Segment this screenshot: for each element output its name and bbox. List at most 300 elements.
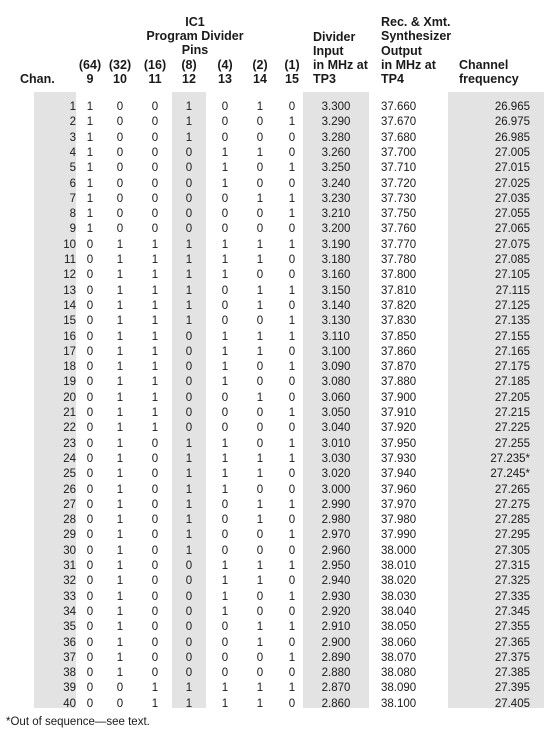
table-row	[0, 483, 550, 498]
pin15-cell: 1	[288, 162, 296, 175]
chan-cell: 32	[63, 575, 76, 588]
pin10-cell: 1	[116, 284, 124, 297]
pin13-cell: 0	[221, 529, 229, 542]
pin15-cell: 0	[288, 254, 296, 266]
pin12-cell: 1	[185, 483, 193, 496]
pin11-cell: 1	[151, 330, 159, 343]
pin10-cell: 1	[116, 544, 124, 557]
chan-cell: 5	[69, 162, 76, 175]
pin14-cell: 0	[256, 422, 264, 435]
pin10-cell: 1	[116, 498, 124, 511]
pin9-cell: 1	[86, 223, 94, 236]
table-row	[0, 620, 550, 635]
pin12-cell: 0	[185, 361, 193, 374]
freq-header-line2: frequency	[459, 72, 519, 86]
table-row	[0, 513, 550, 528]
pin10-cell: 1	[116, 407, 124, 419]
pin15-cell: 0	[288, 177, 296, 190]
pin14-cell: 0	[256, 361, 264, 374]
synth-cell: 37.830	[381, 315, 417, 328]
pin12-cell: 0	[185, 208, 193, 221]
weight-13: (4)	[217, 58, 233, 72]
synth-cell: 37.860	[381, 345, 417, 358]
pin11-cell: 1	[151, 315, 159, 328]
pin9-cell: 0	[86, 437, 94, 450]
table-header	[0, 0, 550, 96]
table-row	[0, 406, 550, 421]
pin14-cell: 0	[256, 131, 264, 144]
frequency-cell: 27.065	[494, 223, 530, 236]
chan-cell: 21	[63, 407, 76, 419]
table-row	[0, 467, 550, 482]
pin14-cell: 1	[256, 254, 264, 266]
pin-9: 9	[86, 72, 94, 86]
table-row	[0, 421, 550, 436]
chan-cell: 25	[63, 468, 76, 481]
pin15-cell: 1	[288, 437, 296, 450]
pin15-cell: 0	[288, 483, 296, 496]
frequency-cell: 27.225	[494, 422, 530, 435]
pin9-cell: 0	[86, 605, 94, 618]
pin10-cell: 1	[116, 667, 124, 680]
pin10-cell: 0	[116, 116, 124, 129]
table-row	[0, 284, 550, 299]
divider-cell: 2.960	[321, 544, 351, 557]
pin15-cell: 1	[288, 560, 296, 572]
pin14-cell: 0	[256, 529, 264, 542]
table-row	[0, 161, 550, 176]
divider-cell: 2.990	[321, 498, 351, 511]
pin11-cell: 1	[151, 361, 159, 374]
pin15-cell: 0	[288, 575, 296, 588]
pin14-cell: 1	[256, 575, 264, 588]
divider-cell: 3.300	[321, 101, 351, 113]
table-row	[0, 697, 550, 712]
synth-cell: 38.080	[381, 667, 417, 680]
pin13-cell: 1	[221, 146, 229, 159]
table-row	[0, 131, 550, 146]
frequency-cell: 27.175	[494, 361, 530, 374]
pin15-cell: 1	[288, 116, 296, 129]
pin-10: 10	[113, 72, 127, 86]
chan-cell: 4	[69, 146, 76, 159]
pin10-cell: 1	[116, 345, 124, 358]
pin9-cell: 0	[86, 299, 94, 312]
divider-cell: 3.260	[321, 146, 351, 159]
pin12-cell: 1	[185, 697, 193, 710]
pin15-cell: 0	[288, 667, 296, 680]
synth-cell: 38.020	[381, 575, 417, 588]
chan-cell: 38	[63, 667, 76, 680]
pin10-cell: 1	[116, 299, 124, 312]
pin12-cell: 1	[185, 315, 193, 328]
pin9-cell: 0	[86, 330, 94, 343]
weight-14: (2)	[252, 58, 268, 72]
chan-cell: 10	[63, 238, 76, 251]
pin11-cell: 0	[151, 621, 159, 634]
pin13-cell: 0	[221, 299, 229, 312]
pin14-cell: 1	[256, 299, 264, 312]
chan-cell: 35	[63, 621, 76, 634]
synth-cell: 37.680	[381, 131, 417, 144]
table-row	[0, 528, 550, 543]
synth-cell: 38.060	[381, 636, 417, 649]
pin12-cell: 0	[185, 146, 193, 159]
pin14-cell: 1	[256, 621, 264, 634]
frequency-cell: 27.075	[494, 238, 530, 251]
synth-cell: 37.750	[381, 208, 417, 221]
pin14-cell: 0	[256, 162, 264, 175]
frequency-cell: 27.055	[494, 208, 530, 221]
frequency-cell: 27.085	[494, 254, 530, 266]
pin10-cell: 1	[116, 483, 124, 496]
pin12-cell: 0	[185, 560, 193, 572]
divider-cell: 3.180	[321, 254, 351, 266]
frequency-cell: 27.135	[494, 315, 530, 328]
pin13-cell: 0	[221, 315, 229, 328]
chan-cell: 23	[63, 437, 76, 450]
pin12-cell: 1	[185, 468, 193, 481]
table-row	[0, 605, 550, 620]
pin11-cell: 0	[151, 192, 159, 205]
divider-cell: 3.160	[321, 269, 351, 282]
pin9-cell: 0	[86, 498, 94, 511]
pin14-cell: 1	[256, 101, 264, 113]
chan-cell: 30	[63, 544, 76, 557]
pin13-cell: 1	[221, 376, 229, 389]
pin15-cell: 0	[288, 269, 296, 282]
pin14-cell: 1	[256, 682, 264, 695]
synth-header-line3: Output	[381, 44, 422, 58]
synth-cell: 37.770	[381, 238, 417, 251]
freq-header-line1: Channel	[459, 58, 509, 72]
pin12-cell: 1	[185, 269, 193, 282]
pin-15: 15	[285, 72, 299, 86]
chan-cell: 28	[63, 514, 76, 527]
pin14-cell: 0	[256, 376, 264, 389]
synth-cell: 37.800	[381, 269, 417, 282]
pin14-cell: 1	[256, 560, 264, 572]
divider-cell: 3.060	[321, 391, 351, 404]
chan-cell: 1	[69, 101, 76, 113]
pin9-cell: 0	[86, 452, 94, 465]
pin9-cell: 0	[86, 682, 94, 695]
pin15-cell: 1	[288, 238, 296, 251]
pin12-cell: 1	[185, 284, 193, 297]
divider-cell: 2.930	[321, 590, 351, 603]
chan-cell: 6	[69, 177, 76, 190]
pin12-cell: 0	[185, 345, 193, 358]
synth-header-line1: Rec. & Xmt.	[381, 15, 451, 29]
divider-cell: 3.010	[321, 437, 351, 450]
pin12-cell: 1	[185, 254, 193, 266]
pin12-cell: 1	[185, 529, 193, 542]
chan-cell: 29	[63, 529, 76, 542]
pin14-cell: 1	[256, 192, 264, 205]
pin13-cell: 0	[221, 621, 229, 634]
pin10-cell: 0	[116, 208, 124, 221]
frequency-cell: 27.375	[494, 651, 530, 664]
table-row	[0, 207, 550, 222]
table-row	[0, 498, 550, 513]
pin9-cell: 0	[86, 391, 94, 404]
pin14-cell: 1	[256, 345, 264, 358]
pin12-cell: 1	[185, 131, 193, 144]
pin14-cell: 1	[256, 697, 264, 710]
pin-11: 11	[148, 72, 162, 86]
pin15-cell: 1	[288, 192, 296, 205]
synth-cell: 38.050	[381, 621, 417, 634]
pin10-cell: 1	[116, 254, 124, 266]
pin10-cell: 1	[116, 238, 124, 251]
chan-cell: 11	[64, 254, 76, 266]
frequency-cell: 27.035	[494, 192, 530, 205]
pin12-cell: 0	[185, 376, 193, 389]
pin13-cell: 1	[221, 468, 229, 481]
synth-cell: 38.100	[381, 697, 417, 710]
pin15-cell: 1	[288, 315, 296, 328]
pin11-cell: 0	[151, 560, 159, 572]
frequency-cell: 27.405	[494, 697, 530, 710]
divider-cell: 2.870	[321, 682, 351, 695]
divider-cell: 3.240	[321, 177, 351, 190]
pin11-cell: 1	[151, 682, 159, 695]
pin9-cell: 0	[86, 468, 94, 481]
pin10-cell: 0	[116, 131, 124, 144]
divider-cell: 2.880	[321, 667, 351, 680]
divider-header-line4: TP3	[313, 72, 336, 86]
pin9-cell: 1	[86, 101, 94, 113]
pin15-cell: 0	[288, 422, 296, 435]
pin13-cell: 1	[221, 560, 229, 572]
frequency-cell: 27.215	[494, 407, 530, 419]
weight-9: (64)	[78, 58, 102, 72]
divider-cell: 2.900	[321, 636, 351, 649]
table-row	[0, 651, 550, 666]
pin12-cell: 1	[185, 544, 193, 557]
divider-cell: 3.150	[321, 284, 351, 297]
pin11-cell: 0	[151, 575, 159, 588]
pin9-cell: 0	[86, 254, 94, 266]
pin10-cell: 1	[116, 605, 124, 618]
divider-cell: 3.050	[321, 407, 351, 419]
pin9-cell: 0	[86, 590, 94, 603]
frequency-cell: 27.245*	[490, 468, 530, 481]
pin13-cell: 0	[221, 116, 229, 129]
frequency-cell: 26.975	[494, 116, 530, 129]
frequency-cell: 27.295	[494, 529, 530, 542]
table-row	[0, 314, 550, 329]
pin15-cell: 0	[288, 146, 296, 159]
frequency-cell: 27.345	[494, 605, 530, 618]
pin12-cell: 1	[185, 101, 193, 113]
pin-13: 13	[218, 72, 232, 86]
pin10-cell: 1	[116, 391, 124, 404]
pin9-cell: 1	[86, 131, 94, 144]
synth-cell: 37.820	[381, 299, 417, 312]
synth-cell: 37.960	[381, 483, 417, 496]
pin15-cell: 0	[288, 544, 296, 557]
frequency-cell: 27.315	[494, 560, 530, 572]
chan-cell: 8	[69, 208, 76, 221]
chan-cell: 34	[63, 605, 76, 618]
divider-cell: 2.890	[321, 651, 351, 664]
pin15-cell: 1	[288, 590, 296, 603]
pin11-cell: 1	[151, 407, 159, 419]
pin11-cell: 0	[151, 514, 159, 527]
pin12-cell: 1	[185, 498, 193, 511]
pin15-cell: 1	[288, 498, 296, 511]
table-row	[0, 590, 550, 605]
chan-cell: 2	[69, 116, 76, 129]
pin14-cell: 0	[256, 315, 264, 328]
pin10-cell: 1	[116, 452, 124, 465]
table-row	[0, 559, 550, 574]
divider-cell: 3.090	[321, 361, 351, 374]
frequency-cell: 27.005	[494, 146, 530, 159]
pin13-cell: 0	[221, 131, 229, 144]
synth-header-line2: Synthesizer	[381, 29, 452, 43]
pin14-cell: 0	[256, 483, 264, 496]
pin13-cell: 1	[221, 254, 229, 266]
pin11-cell: 0	[151, 590, 159, 603]
weight-10: (32)	[108, 58, 132, 72]
pin9-cell: 1	[86, 208, 94, 221]
synth-cell: 38.000	[381, 544, 417, 557]
frequency-cell: 26.985	[494, 131, 530, 144]
pin15-cell: 0	[288, 223, 296, 236]
pin13-cell: 1	[221, 177, 229, 190]
divider-header-line3: in MHz at	[313, 58, 368, 72]
divider-cell: 3.140	[321, 299, 351, 312]
chan-cell: 7	[69, 192, 76, 205]
chan-cell: 12	[63, 269, 76, 282]
synth-cell: 37.920	[381, 422, 417, 435]
pin11-cell: 1	[151, 269, 159, 282]
pin10-cell: 1	[116, 529, 124, 542]
pin13-cell: 1	[221, 575, 229, 588]
pin12-cell: 0	[185, 223, 193, 236]
synth-cell: 37.780	[381, 254, 417, 266]
pin10-cell: 1	[116, 361, 124, 374]
divider-cell: 3.080	[321, 376, 351, 389]
pin13-cell: 0	[221, 667, 229, 680]
chan-cell: 9	[69, 223, 76, 236]
pin10-cell: 1	[116, 422, 124, 435]
frequency-cell: 27.385	[494, 667, 530, 680]
chan-cell: 14	[63, 299, 76, 312]
divider-cell: 3.110	[322, 330, 350, 343]
pin13-cell: 0	[221, 284, 229, 297]
pin15-cell: 0	[288, 101, 296, 113]
synth-cell: 37.990	[381, 529, 417, 542]
table-row	[0, 666, 550, 681]
chan-cell: 19	[63, 376, 76, 389]
synth-cell: 37.940	[381, 468, 417, 481]
pin11-cell: 0	[151, 116, 159, 129]
pin15-cell: 1	[288, 651, 296, 664]
pin9-cell: 0	[86, 575, 94, 588]
chan-cell: 22	[63, 422, 76, 435]
table-row	[0, 238, 550, 253]
pin13-cell: 1	[221, 483, 229, 496]
pin9-cell: 0	[86, 529, 94, 542]
frequency-cell: 27.255	[494, 437, 530, 450]
pin11-cell: 1	[151, 422, 159, 435]
pin9-cell: 1	[86, 146, 94, 159]
synth-cell: 37.870	[381, 361, 417, 374]
synth-cell: 37.980	[381, 514, 417, 527]
pin12-cell: 1	[185, 452, 193, 465]
pin13-cell: 1	[221, 238, 229, 251]
pin13-cell: 0	[221, 636, 229, 649]
chan-cell: 18	[63, 361, 76, 374]
pin12-cell: 1	[185, 682, 193, 695]
table-row	[0, 100, 550, 115]
chan-cell: 17	[63, 345, 76, 358]
pin12-cell: 1	[185, 514, 193, 527]
pin9-cell: 0	[86, 315, 94, 328]
pin14-cell: 0	[256, 407, 264, 419]
pin9-cell: 1	[86, 192, 94, 205]
table-row	[0, 544, 550, 559]
chan-cell: 37	[63, 651, 76, 664]
synth-cell: 37.700	[381, 146, 417, 159]
pin14-cell: 0	[256, 116, 264, 129]
pin14-cell: 1	[256, 330, 264, 343]
pin12-cell: 1	[185, 299, 193, 312]
synth-cell: 37.880	[381, 376, 417, 389]
pin14-cell: 1	[256, 238, 264, 251]
pin10-cell: 0	[116, 177, 124, 190]
pin12-cell: 0	[185, 407, 193, 419]
pin15-cell: 0	[288, 468, 296, 481]
pin11-cell: 1	[151, 391, 159, 404]
pin11-cell: 0	[151, 101, 159, 113]
pin10-cell: 0	[116, 192, 124, 205]
synth-cell: 38.030	[381, 590, 417, 603]
pin12-cell: 0	[185, 590, 193, 603]
chan-cell: 39	[63, 682, 76, 695]
pin13-cell: 1	[221, 345, 229, 358]
pin10-cell: 0	[116, 682, 124, 695]
synth-cell: 37.810	[381, 284, 417, 297]
pin11-cell: 1	[151, 238, 159, 251]
pin11-cell: 0	[151, 667, 159, 680]
pin10-cell: 1	[116, 590, 124, 603]
divider-cell: 3.130	[321, 315, 351, 328]
pin15-cell: 1	[288, 208, 296, 221]
frequency-cell: 27.365	[494, 636, 530, 649]
synth-cell: 37.670	[381, 116, 417, 129]
pin9-cell: 1	[86, 177, 94, 190]
pin13-cell: 0	[221, 101, 229, 113]
pin11-cell: 0	[151, 636, 159, 649]
chan-cell: 13	[63, 284, 76, 297]
divider-header-line2: Input	[313, 44, 344, 58]
pin13-cell: 0	[221, 208, 229, 221]
frequency-cell: 27.105	[494, 269, 530, 282]
chan-cell: 3	[69, 131, 76, 144]
frequency-cell: 27.305	[494, 544, 530, 557]
pin10-cell: 1	[116, 636, 124, 649]
frequency-cell: 26.965	[494, 101, 530, 113]
synth-cell: 37.850	[381, 330, 417, 343]
pin13-cell: 1	[221, 682, 229, 695]
divider-cell: 3.000	[321, 483, 351, 496]
pin10-cell: 1	[116, 269, 124, 282]
frequency-cell: 27.185	[494, 376, 530, 389]
